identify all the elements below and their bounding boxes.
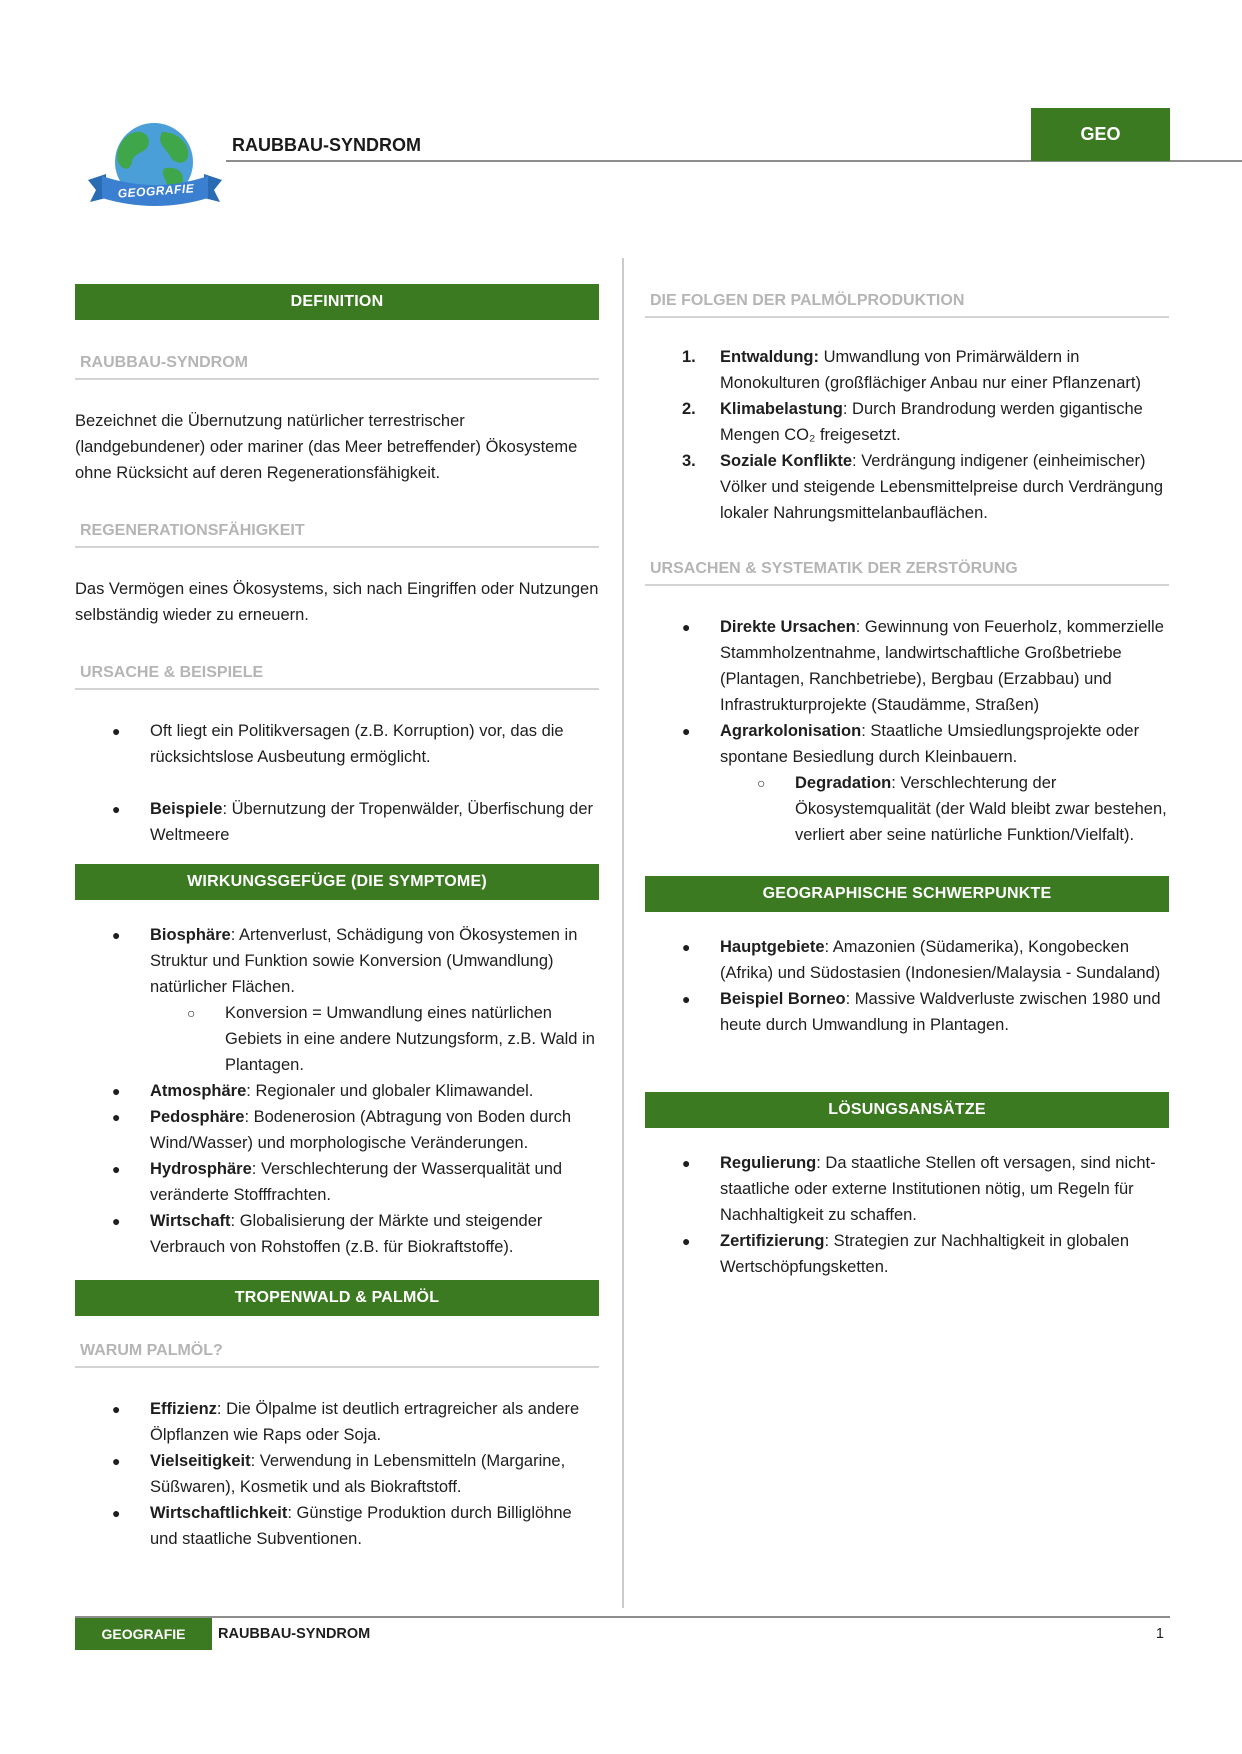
list-item: ● Beispiele: Übernutzung der Tropenwälder, Überfischung der Weltmeere <box>75 796 599 848</box>
list-item: ● Regulierung: Da staatliche Stellen oft versagen, sind nicht-staatliche oder externe Institutionen nötig, um Regeln für Nachhaltigkeit zu schaffen. <box>645 1150 1169 1228</box>
right-column <box>645 284 1169 1280</box>
folgen-heading: DIE FOLGEN DER PALMÖLPRODUKTION <box>645 292 1169 318</box>
list-item: ● Oft liegt ein Politikversagen (z.B. Korruption) vor, das die rücksichtslose Ausbeutung ermöglicht. <box>75 718 599 770</box>
geografie-logo <box>82 122 228 214</box>
regeneration-definition: Das Vermögen eines Ökosystems, sich nach Eingriffen oder Nutzungen selbständig wieder zu erneuern. <box>75 580 599 624</box>
page-number: 1 <box>1155 1626 1164 1642</box>
globe-icon <box>82 122 228 214</box>
list-item: 2. Klimabelastung: Durch Brandrodung werden gigantische Mengen CO₂ freigesetzt. <box>682 400 1143 444</box>
list-item: ● Effizienz: Die Ölpalme ist deutlich ertragreicher als andere Ölpflanzen wie Raps oder Soja. <box>75 1396 599 1448</box>
folgen-list <box>645 344 1169 526</box>
definition-bar: DEFINITION <box>75 284 599 320</box>
list-item: ● Hauptgebiete: Amazonien (Südamerika), Kongobecken (Afrika) und Südostasien (Indonesien/Malaysia - Sundaland) <box>645 934 1169 986</box>
warum-heading: WARUM PALMÖL? <box>75 1342 599 1368</box>
list-item: ● Hydrosphäre: Verschlechterung der Wasserqualität und veränderte Stofffrachten. <box>75 1156 599 1208</box>
geo-schwerpunkte-bar: GEOGRAPHISCHE SCHWERPUNKTE <box>645 876 1169 912</box>
subject-tag: GEO <box>1031 108 1170 161</box>
loesung-list <box>645 1150 1169 1280</box>
ursache-heading: URSACHE & BEISPIELE <box>75 664 599 690</box>
regeneration-heading: REGENERATIONSFÄHIGKEIT <box>75 522 599 548</box>
list-item: ● Wirtschaft: Globalisierung der Märkte und steigender Verbrauch von Rohstoffen (z.B. für Biokraftstoffe). <box>75 1208 599 1260</box>
tropenwald-bar: TROPENWALD & PALMÖL <box>75 1280 599 1316</box>
loesung-bar: LÖSUNGSANSÄTZE <box>645 1092 1169 1128</box>
warum-list <box>75 1396 599 1552</box>
sub-list <box>150 1000 599 1078</box>
footer-title: RAUBBAU-SYNDROM <box>218 1626 371 1642</box>
list-item: ● Beispiel Borneo: Massive Waldverluste zwischen 1980 und heute durch Umwandlung in Plantagen. <box>645 986 1169 1038</box>
ursachen-list <box>645 614 1169 848</box>
list-item: ● Wirtschaftlichkeit: Günstige Produktion durch Billiglöhne und staatliche Subventionen. <box>75 1500 599 1552</box>
raubbau-heading: RAUBBAU-SYNDROM <box>75 354 599 380</box>
page-title: RAUBBAU-SYNDROM <box>232 135 421 155</box>
list-item: ● Zertifizierung: Strategien zur Nachhaltigkeit in globalen Wertschöpfungsketten. <box>645 1228 1169 1280</box>
list-item: ● Pedosphäre: Bodenerosion (Abtragung von Boden durch Wind/Wasser) und morphologische Veränderungen. <box>75 1104 599 1156</box>
logo-text: GEOGRAFIE <box>117 181 195 201</box>
sub-list-item: ○ Degradation: Verschlechterung der Ökosystemqualität (der Wald bleibt zwar bestehen, verliert aber seine natürliche Funktion/Vielfalt). <box>720 770 1169 848</box>
column-divider <box>622 258 624 1608</box>
wirkung-list <box>75 922 599 1260</box>
raubbau-definition: Bezeichnet die Übernutzung natürlicher terrestrischer (landgebundener) oder mariner (das Meer betreffender) Ökosysteme ohne Rücksicht auf deren Regenerationsfähigkeit. <box>75 412 578 482</box>
footer-subject-tag: GEOGRAFIE <box>75 1618 212 1650</box>
sub-list-item: ○ Konversion = Umwandlung eines natürlichen Gebiets in eine andere Nutzungsform, z.B. Wald in Plantagen. <box>150 1000 599 1078</box>
sub-list <box>720 770 1169 848</box>
list-item: ● Atmosphäre: Regionaler und globaler Klimawandel. <box>75 1078 599 1104</box>
list-item: ● Biosphäre: Artenverlust, Schädigung von Ökosystemen in Struktur und Funktion sowie Konversion (Umwandlung) natürlicher Flächen. ○ Konversion = Umwandlung eines natürlichen Gebiets in eine andere Nutzungsform, z.B. Wald in Plantagen. <box>75 922 599 1078</box>
list-item: ● Vielseitigkeit: Verwendung in Lebensmitteln (Margarine, Süßwaren), Kosmetik und als Biokraftstoff. <box>75 1448 599 1500</box>
ursache-list <box>75 718 599 848</box>
list-item: ● Agrarkolonisation: Staatliche Umsiedlungsprojekte oder spontane Besiedlung durch Kleinbauern. ○ Degradation: Verschlechterung der Ökosystemqualität (der Wald bleibt zwar bestehen, verliert aber seine natürliche Funktion/Vielfalt). <box>645 718 1169 848</box>
left-column <box>75 284 599 1552</box>
list-item: 3. Soziale Konflikte: Verdrängung indigener (einheimischer) Völker und steigende Lebensmittelpreise durch Verdrängung lokaler Nahrungsmittelanbauflächen. <box>682 452 1164 522</box>
list-item: ● Direkte Ursachen: Gewinnung von Feuerholz, kommerzielle Stammholzentnahme, landwirtschaftliche Großbetriebe (Plantagen, Ranchbetriebe), Bergbau (Erzabbau) und Infrastrukturprojekte (Staudämme, Straßen) <box>645 614 1169 718</box>
footer-rule <box>75 1616 1170 1618</box>
ursachen-heading: URSACHEN & SYSTEMATIK DER ZERSTÖRUNG <box>645 560 1169 586</box>
wirkung-bar: WIRKUNGSGEFÜGE (DIE SYMPTOME) <box>75 864 599 900</box>
geo-list <box>645 934 1169 1038</box>
list-item: 1. Entwaldung: Umwandlung von Primärwäldern in Monokulturen (großflächiger Anbau nur einer Pflanzenart) <box>682 348 1141 392</box>
